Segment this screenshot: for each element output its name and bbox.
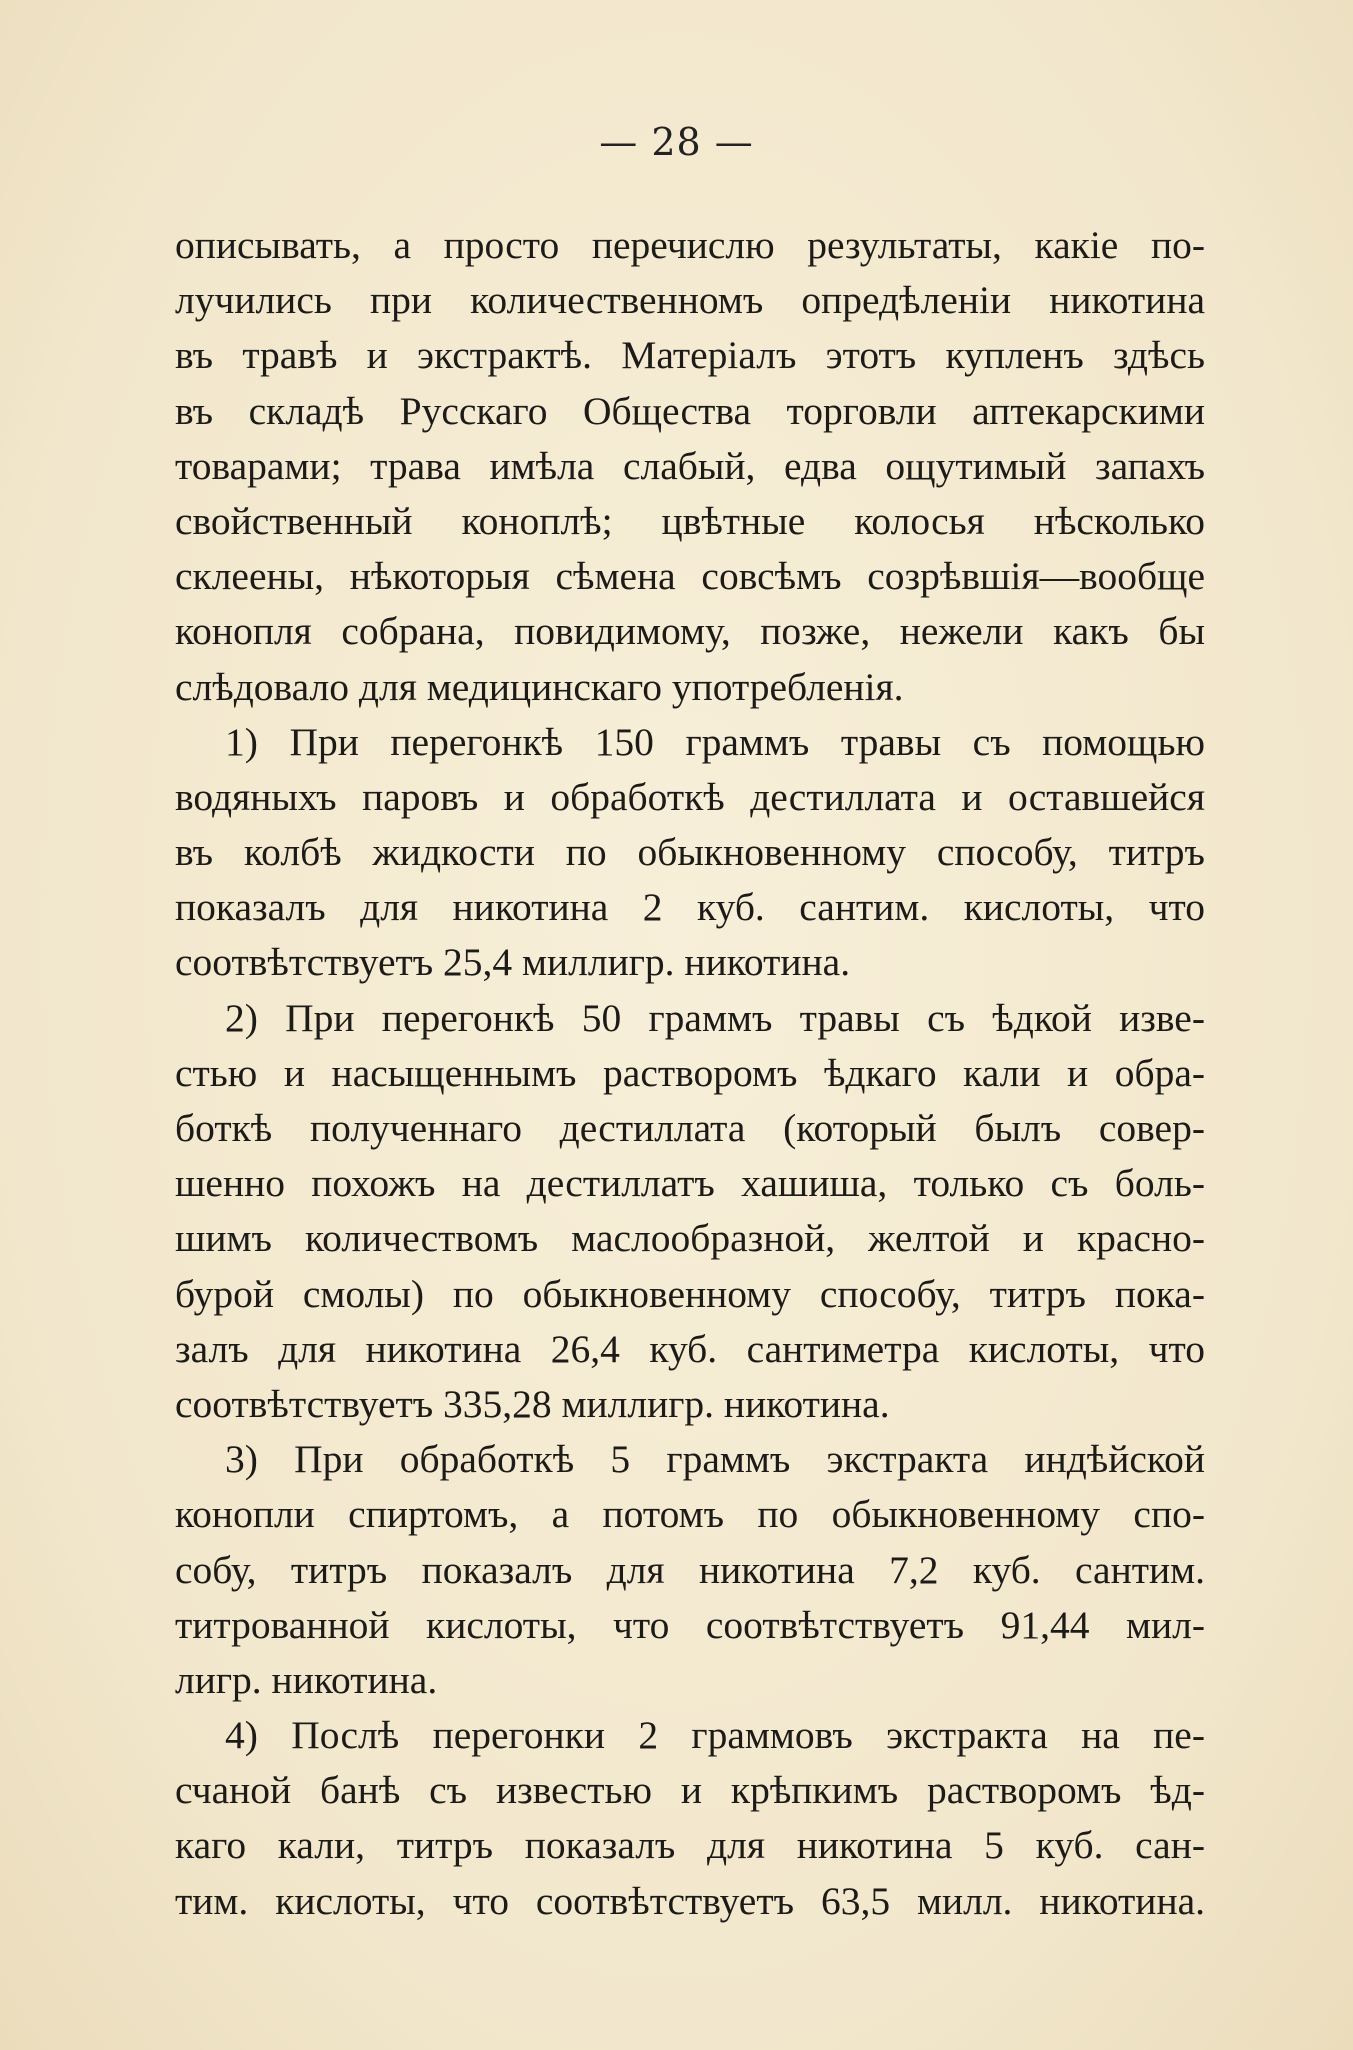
text-line: тим. кислоты, что соотвѣтствуетъ 63,5 милл. никотина. (175, 1878, 1205, 1923)
text-line: соотвѣтствуетъ 25,4 миллигр. никотина. (175, 940, 851, 985)
text-line: стью и насыщеннымъ растворомъ ѣдкаго кали и обра- (175, 1050, 1205, 1095)
text-line: свойственный коноплѣ; цвѣтные колосья нѣсколько (175, 498, 1205, 543)
text-line: конопли спиртомъ, а потомъ по обыкновенному спо- (175, 1492, 1205, 1537)
text-line: въ колбѣ жидкости по обыкновенному способу, титръ (175, 830, 1205, 875)
page-number: — 28 — (599, 120, 754, 164)
text-line: въ травѣ и экстрактѣ. Матеріалъ этотъ купленъ здѣсь (175, 333, 1205, 378)
text-line: показалъ для никотина 2 куб. сантим. кислоты, что (175, 885, 1205, 930)
text-line: 3) При обработкѣ 5 граммъ экстракта индѣйской (225, 1437, 1205, 1482)
text-line: счаной банѣ съ известью и крѣпкимъ растворомъ ѣд- (175, 1768, 1205, 1813)
text-line: лучились при количественномъ опредѣленіи никотина (175, 278, 1205, 323)
text-line: боткѣ полученнаго дестиллата (который былъ совер- (175, 1106, 1205, 1150)
body-text (175, 218, 1205, 1929)
text-line: собу, титръ показалъ для никотина 7,2 куб. сантим. (175, 1547, 1205, 1592)
text-line: шимъ количествомъ маслообразной, желтой и красно- (175, 1216, 1205, 1261)
text-line: соотвѣтствуетъ 335,28 миллигр. никотина. (175, 1381, 890, 1426)
text-line: бурой смолы) по обыкновенному способу, титръ пока- (175, 1271, 1205, 1316)
text-line: склеены, нѣкоторыя сѣмена совсѣмъ созрѣвшія—вообще (175, 554, 1205, 599)
text-line: лигр. никотина. (175, 1657, 438, 1702)
text-line: залъ для никотина 26,4 куб. сантиметра кислоты, что (175, 1326, 1205, 1371)
text-line: слѣдовало для медицинскаго употребленія. (175, 664, 904, 709)
text-line: титрованной кислоты, что соотвѣтствуетъ 91,44 мил- (175, 1602, 1205, 1647)
text-line: товарами; трава имѣла слабый, едва ощутимый запахъ (175, 443, 1205, 488)
text-line: водяныхъ паровъ и обработкѣ дестиллата и оставшейся (175, 774, 1205, 819)
text-line: 1) При перегонкѣ 150 граммъ травы съ помощью (225, 719, 1205, 764)
text-line: описывать, а просто перечислю результаты, какіе по- (175, 223, 1205, 267)
text-line: 2) При перегонкѣ 50 граммъ травы съ ѣдкой изве- (225, 995, 1205, 1040)
text-line: каго кали, титръ показалъ для никотина 5 куб. сан- (175, 1823, 1205, 1868)
text-line: 4) Послѣ перегонки 2 граммовъ экстракта на пе- (225, 1713, 1205, 1758)
text-line: шенно похожъ на дестиллатъ хашиша, только съ боль- (175, 1161, 1205, 1206)
text-line: въ складѣ Русскаго Общества торговли аптекарскими (175, 388, 1205, 433)
text-line: конопля собрана, повидимому, позже, нежели какъ бы (175, 609, 1205, 654)
